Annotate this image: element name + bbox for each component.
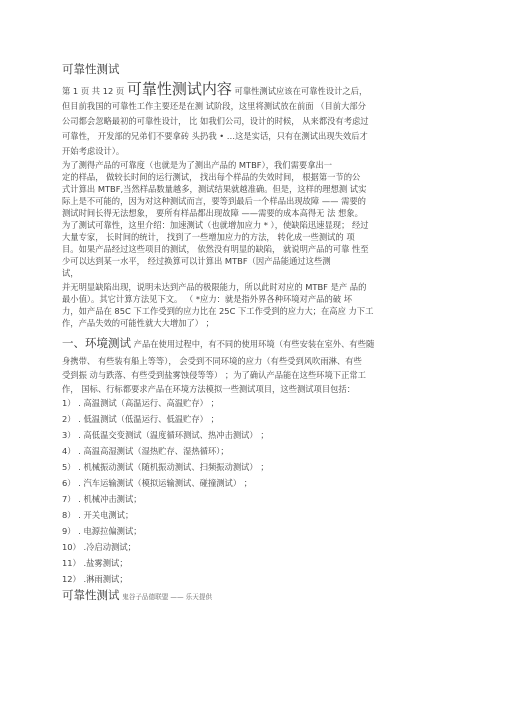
header-title: 可靠性测试 xyxy=(62,62,120,76)
para2-line-9: 试， xyxy=(62,268,79,278)
section-line-1: 身携带、 有些装有船上等等）， 会受到不同环境的应力（有些受到风吹雨淋、有些 xyxy=(62,356,362,366)
para3-line-3: 作，产品失效的可能性就大大增加了） ； xyxy=(62,318,214,328)
para2-line-7: 目。如果产品经过这些项目的测试， 依然没有明显的缺陷， 就说明产品的可靠 性至 xyxy=(62,244,369,254)
para3-line-2: 力，如产品在 85C 下工作受到的应力比在 25C 下工作受到的应力大；在高应 力下工 xyxy=(62,306,374,316)
para2-line-6: 大量专家， 长时间的统计， 找到了一些增加应力的方法， 转化成一些测试的 项 xyxy=(62,232,355,242)
title-line xyxy=(62,80,368,98)
para2-line-3: 际上是不可能的，因为对这种测试而言，要等到最后一个样品出现故障 —— 需要的 xyxy=(62,196,366,206)
footer xyxy=(62,590,212,603)
test-item-12: 12） .淋雨测试； xyxy=(62,574,128,584)
para2-line-5: 为了测试可靠性，这里介绍：加速测试（也就增加应力 * ），使缺陷迅速显现； 经过 xyxy=(62,220,369,230)
para3-line-0: 并无明显缺陷出现，说明未达到产品的极限能力，所以此时对应的 MTBF 是产 品的 xyxy=(62,282,367,292)
para2-line-1: 定的样品， 做较长时间的运行测试， 找出每个样品的失效时间， 根据第一节的公 xyxy=(62,172,361,182)
test-item-7: 7） . 机械冲击测试； xyxy=(62,494,142,504)
para2-line-0: 为了测得产品的可靠度（也就是为了测出产品的 MTBF），我们需要拿出一 xyxy=(62,160,333,170)
intro-line-1: 但目前我国的可靠性工作主要还是在测 试阶段，这里将测试放在前面 （目前大部分 xyxy=(62,101,366,111)
section-line-0: 产品在使用过程中，有不同的使用环境（有些安装在室外、有些随 xyxy=(133,339,375,349)
para2-line-2: 式计算出 MTBF,当然样品数量越多，测试结果就越准确。但是，这样的理想测 试实 xyxy=(62,184,367,194)
section-line-2: 受到振 动与跌落、有些受到盐雾蚀侵等等） ；为了确认产品能在这些环境下正常工 xyxy=(62,370,366,380)
footer-credit: 鬼谷子品德联盟 —— 乐天提供 xyxy=(122,593,213,601)
document-title: 可靠性测试内容 xyxy=(126,80,232,98)
intro-line-4: 开始考虑设计）。 xyxy=(62,146,125,156)
test-item-3: 3） . 高低温交变测试（温度循环测试、热冲击测试） ； xyxy=(62,430,269,440)
test-item-6: 6） . 汽车运输测试（模拟运输测试、碰撞测试） ； xyxy=(62,478,253,488)
test-item-9: 9） . 电源拉偏测试； xyxy=(62,526,142,536)
test-item-5: 5） . 机械振动测试（随机振动测试、扫频振动测试） ； xyxy=(62,462,269,472)
test-item-8: 8） . 开关电测试； xyxy=(62,510,134,520)
section-line-3: 作， 国标、行标都要求产品在环境方法模拟一些测试项目，这些测试项目包括： xyxy=(62,384,356,394)
section-first-line xyxy=(62,338,374,350)
page-indicator: 第 1 页 共 12 页 xyxy=(62,86,125,96)
test-item-4: 4） . 高温高湿测试（湿热贮存、湿热循环）； xyxy=(62,446,229,456)
test-item-11: 11） .盐雾测试； xyxy=(62,558,128,568)
para3-line-1: 最小值）。其它计算方法见下文。 （ *应力：就是指外界各种环境对产品的破 坏 xyxy=(62,294,353,304)
test-item-2: 2） . 低温测试（低温运行、低温贮存） ； xyxy=(62,414,219,424)
test-item-1: 1） . 高温测试（高温运行、高温贮存） ； xyxy=(62,398,219,408)
para2-line-4: 测试时间长得无法想象， 要所有样品都出现故障 ——需要的成本高得无 法 想象。 xyxy=(62,208,363,218)
intro-line-2: 公司都会忽略最初的可靠性设计， 比 如我们公司，设计的时候， 从来都没有考虑过 xyxy=(62,116,369,126)
test-item-10: 10） .冷启动测试； xyxy=(62,542,136,552)
footer-title: 可靠性测试 xyxy=(62,588,120,602)
intro-line-3: 可靠性， 开发部的兄弟们不要拿砖 头扔我 • …这是实话，只有在测试出现失效后才 xyxy=(62,131,368,141)
section-heading: 一、环境测试 xyxy=(62,336,131,350)
para2-line-8: 少可以达到某一水平， 经过换算可以计算出 MTBF（因产品能通过这些测 xyxy=(62,256,331,266)
intro-line-0: 可靠性测试应该在可靠性设计之后， xyxy=(234,86,368,96)
